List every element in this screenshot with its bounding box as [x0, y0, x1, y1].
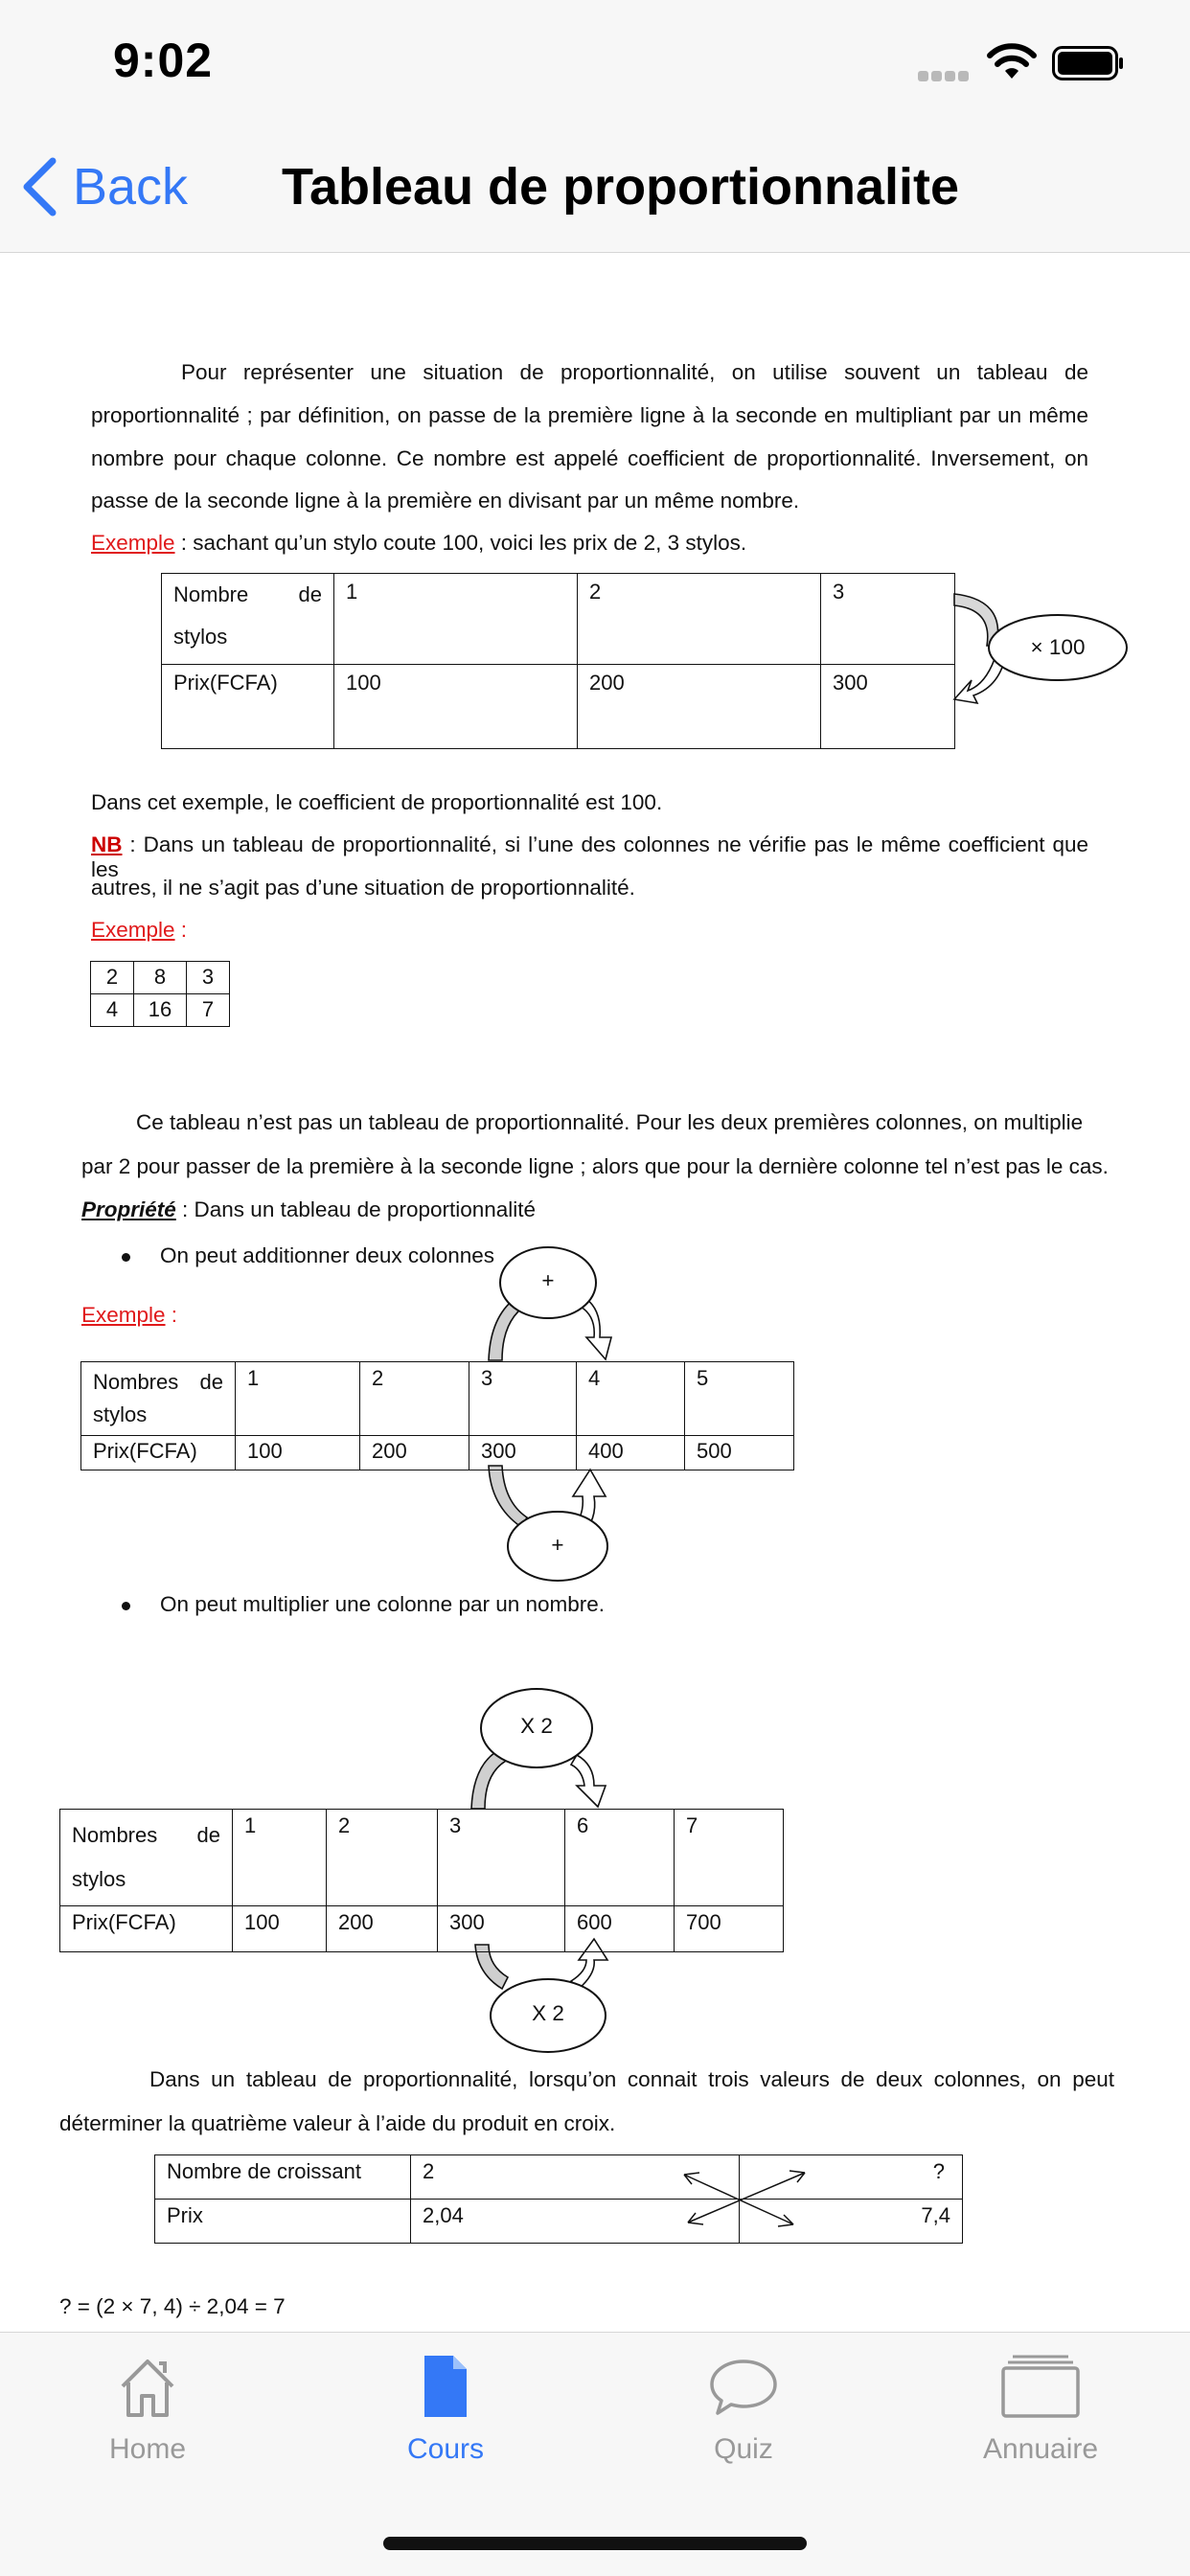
tab-annuaire-label: Annuaire	[982, 2433, 1099, 2465]
intro-line-4: passe de la seconde ligne à la première en divisant par un même nombre.	[91, 489, 800, 513]
navigation-bar	[0, 125, 1190, 253]
house-icon	[115, 2354, 180, 2419]
table-cell: 1	[334, 574, 578, 665]
not-proportional-line-2: par 2 pour passer de la première à la seconde ligne ; alors que pour la dernière colonne tel n’est pas le cas.	[81, 1154, 1109, 1178]
table-cell: 2	[411, 2155, 740, 2200]
intro-line-1: Pour représenter une situation de proportionnalité, on utilise souvent un tableau de	[181, 360, 1088, 384]
table-cell: 200	[360, 1436, 469, 1470]
table-cell: 7,4	[740, 2200, 963, 2244]
tab-home[interactable]	[52, 2354, 243, 2466]
table-cell: Nombres de stylos	[60, 1810, 233, 1906]
table-cell: 500	[685, 1436, 794, 1470]
nb-line-2: autres, il ne s’agit pas d’une situation de proportionnalité.	[91, 876, 635, 900]
example3-label: Exemple	[81, 1303, 166, 1327]
bullet-add-columns: On peut additionner deux colonnes	[160, 1243, 495, 1267]
table-cell: 4	[91, 994, 134, 1027]
table-cell: 700	[675, 1906, 784, 1952]
cross-product-line-2: déterminer la quatrième valeur à l’aide du produit en croix.	[59, 2111, 616, 2135]
table-cell: Nombres de stylos	[81, 1362, 236, 1436]
back-label: Back	[73, 158, 189, 216]
nb-text: : Dans un tableau de proportionnalité, si l’une des colonnes ne vérifie pas le même coefficient que les	[91, 832, 1088, 881]
not-proportional-line-1: Ce tableau n’est pas un tableau de proportionnalité. Pour les deux premières colonnes, on multiplie	[136, 1110, 1084, 1134]
intro-line-3: nombre pour chaque colonne. Ce nombre est appelé coefficient de proportionnalité. Inversement, on	[91, 446, 1088, 470]
example1-text: : sachant qu’un stylo coute 100, voici les prix de 2, 3 stylos.	[174, 531, 747, 555]
tab-quiz-label: Quiz	[714, 2433, 773, 2465]
property-label: Propriété	[81, 1197, 176, 1221]
cross-arrows-icon	[0, 253, 1190, 2332]
home-indicator[interactable]	[383, 2537, 807, 2550]
table-cell: 7	[187, 994, 230, 1027]
table-cell: 2,04	[411, 2200, 740, 2244]
status-bar	[0, 0, 1190, 125]
table-cell: 4	[577, 1362, 685, 1436]
table-cell: 16	[134, 994, 187, 1027]
coefficient-label: × 100	[1030, 635, 1086, 659]
table-cell: 3	[821, 574, 955, 665]
table-cell: 100	[334, 665, 578, 749]
tab-cours[interactable]	[350, 2354, 541, 2466]
table-cell: Prix(FCFA)	[81, 1436, 236, 1470]
table-cell: 300	[469, 1436, 577, 1470]
table-cell: 5	[685, 1362, 794, 1436]
example3-line: Exemple :	[81, 1303, 178, 1327]
stacked-cards-icon	[1001, 2354, 1080, 2419]
battery-icon	[1052, 46, 1125, 80]
table-cell: 200	[578, 665, 821, 749]
table-cell: 3	[469, 1362, 577, 1436]
table-cell: Nombre de croissant	[155, 2155, 411, 2200]
nb-label: NB	[91, 832, 123, 856]
page-title: Tableau de proportionnalite	[282, 158, 960, 216]
table-cell: 3	[187, 962, 230, 994]
table-cell: ?	[740, 2155, 963, 2200]
table-cell: 2	[578, 574, 821, 665]
x2-label-bottom: X 2	[532, 2001, 564, 2025]
plus-label-top: +	[541, 1268, 555, 1292]
status-time: 9:02	[113, 34, 214, 87]
chevron-left-icon	[21, 157, 57, 217]
table-cell: 2	[91, 962, 134, 994]
example1-label: Exemple	[91, 531, 175, 555]
table-cell: 100	[233, 1906, 327, 1952]
table-cell: 100	[236, 1436, 360, 1470]
coefficient-sentence: Dans cet exemple, le coefficient de proportionnalité est 100.	[91, 790, 663, 814]
table-cell: Prix	[155, 2200, 411, 2244]
tab-cours-label: Cours	[406, 2433, 485, 2465]
table-cell: 200	[327, 1906, 438, 1952]
table-cell: Prix(FCFA)	[60, 1906, 233, 1952]
example2-line: Exemple :	[91, 918, 188, 942]
property-text: : Dans un tableau de proportionnalité	[175, 1197, 537, 1221]
bullet-multiply-column: On peut multiplier une colonne par un nombre.	[160, 1592, 606, 1616]
tab-home-label: Home	[108, 2433, 187, 2465]
cross-product-formula: ? = (2 × 7, 4) ÷ 2,04 = 7	[59, 2294, 286, 2318]
tab-quiz[interactable]	[648, 2354, 839, 2466]
table-cell: Prix(FCFA)	[162, 665, 334, 749]
table-cell: Nombre de stylos	[162, 574, 334, 665]
cross-product-line-1: Dans un tableau de proportionnalité, lorsqu’on connait trois valeurs de deux colonnes, on peut	[149, 2067, 1114, 2091]
document-icon	[413, 2354, 478, 2419]
plus-label-bottom: +	[551, 1533, 564, 1557]
cellular-signal-icon	[918, 69, 972, 86]
table-cell: 600	[565, 1906, 675, 1952]
table-cell: 300	[438, 1906, 565, 1952]
speech-bubble-icon	[708, 2354, 779, 2419]
tab-annuaire[interactable]	[945, 2354, 1136, 2466]
table-cell: 8	[134, 962, 187, 994]
course-document[interactable]	[0, 253, 1190, 2332]
x2-label-top: X 2	[520, 1714, 553, 1738]
table-cell: 2	[360, 1362, 469, 1436]
table-cell: 6	[565, 1810, 675, 1906]
intro-line-2: proportionnalité ; par définition, on passe de la première ligne à la seconde en multipliant par un même	[91, 403, 1088, 427]
table-cell: 1	[236, 1362, 360, 1436]
table-cell: 300	[821, 665, 955, 749]
table-cell: 7	[675, 1810, 784, 1906]
table-cell: 2	[327, 1810, 438, 1906]
example2-label: Exemple	[91, 918, 175, 942]
table-cell: 400	[577, 1436, 685, 1470]
back-button[interactable]	[21, 153, 188, 220]
table-cell: 3	[438, 1810, 565, 1906]
table-cell: 1	[233, 1810, 327, 1906]
wifi-icon	[987, 42, 1037, 80]
